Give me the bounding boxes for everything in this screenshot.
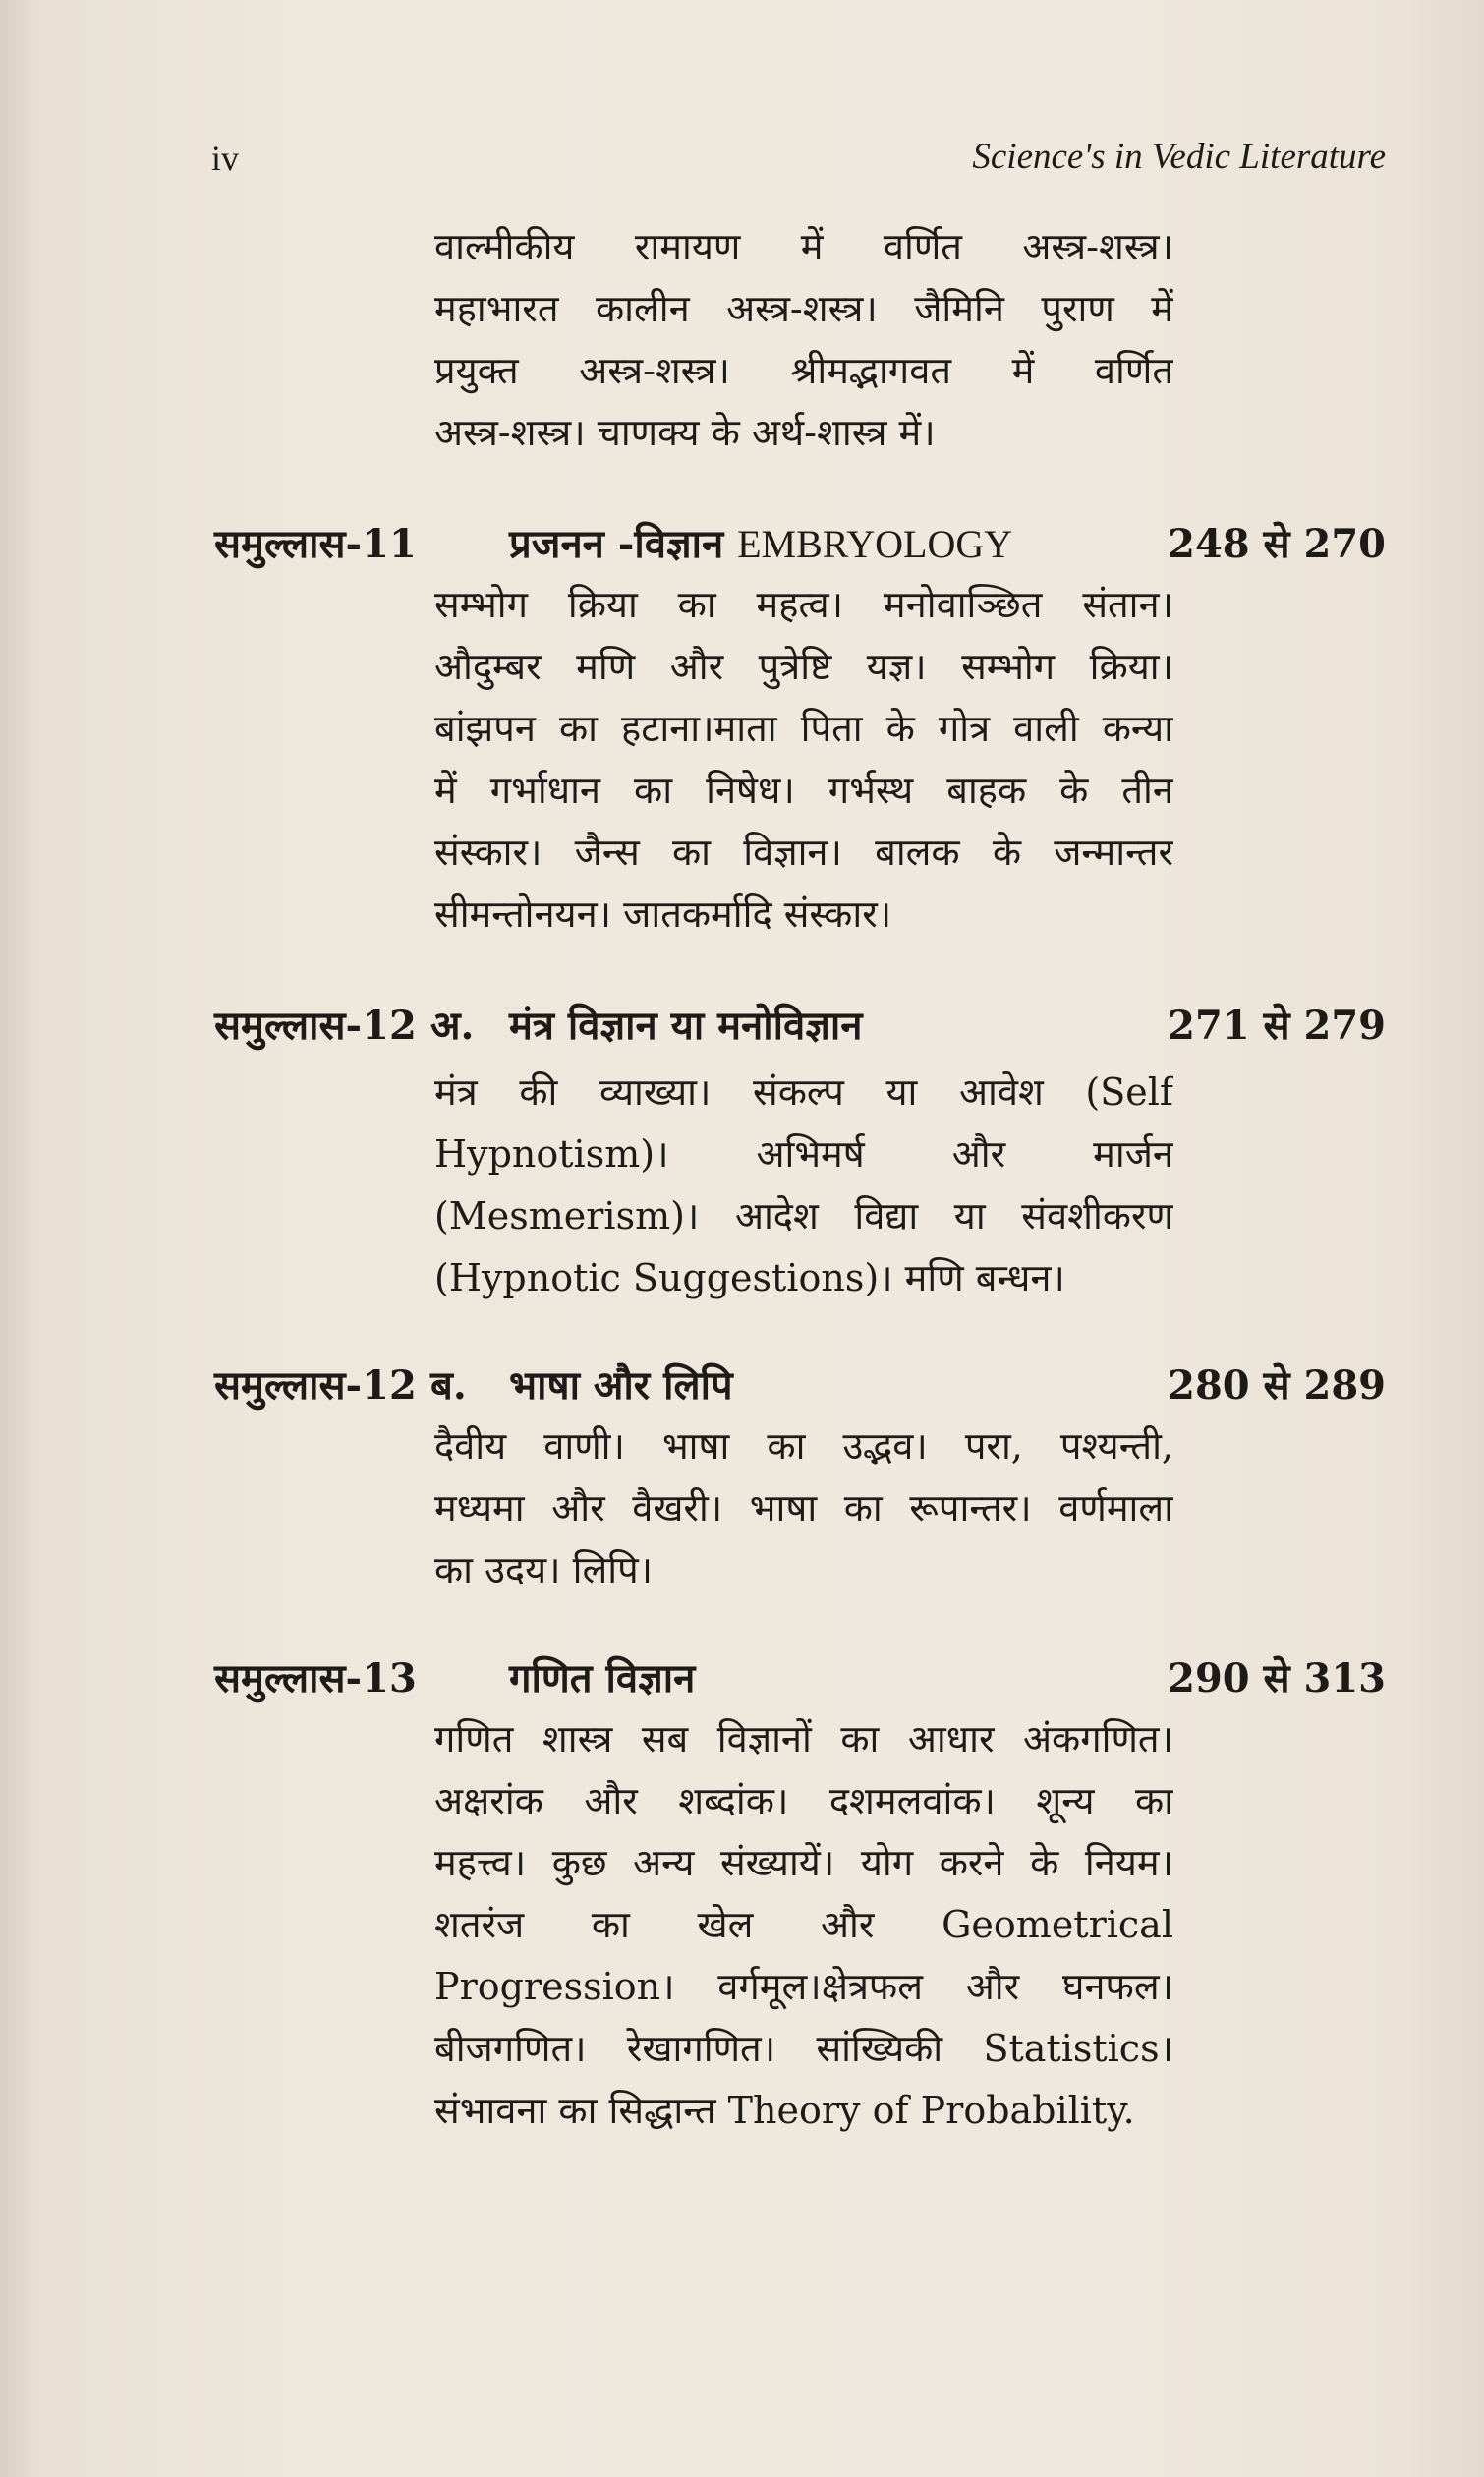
text-line: दैवीय वाणी। भाषा का उद्भव। परा, पश्यन्ती, [434,1424,1173,1468]
text-line: अस्त्र-शस्त्र। चाणक्य के अर्थ-शास्त्र में। [434,411,936,454]
text-line: बांझपन का हटाना।माता पिता के गोत्र वाली कन्या [434,707,1173,750]
section-label: समुल्लास-12 [214,1362,417,1409]
section-body [434,1708,1173,2142]
text-line: गणित शास्त्र सब विज्ञानों का आधार अंकगणित। [434,1717,1173,1760]
section-body [434,1062,1173,1309]
text-line: Hypnotism)। अभिमर्ष और मार्जन [434,1132,1173,1176]
text-line: संभावना का सिद्धान्त Theory of Probability. [434,2089,1135,2132]
section-heading [214,1356,1386,1415]
section-sub-label: ब. [430,1362,467,1409]
text-line: संस्कार। जैन्स का विज्ञान। बालक के जन्मान्तर [434,831,1173,874]
text-line: वाल्मीकीय रामायण में वर्णित अस्त्र-शस्त्र। [434,225,1173,268]
section-heading [214,1649,1386,1708]
text-line: Progression। वर्गमूल।क्षेत्रफल और घनफल। [434,1965,1173,2008]
section-title-english: EMBRYOLOGY [737,522,1013,566]
text-line: मंत्र की व्याख्या। संकल्प या आवेश (Self [434,1070,1173,1114]
section-title: भाषा और लिपि [509,1362,733,1409]
text-line: (Hypnotic Suggestions)। मणि बन्धन। [434,1256,1065,1299]
section-heading [214,997,1386,1056]
text-line: का उदय। लिपि। [434,1548,654,1591]
section-sub-label: अ. [430,1003,475,1049]
page-range: 290 से 313 [1168,1655,1386,1701]
text-line: शतरंज का खेल और Geometrical [434,1903,1173,1946]
page-range: 280 से 289 [1168,1362,1386,1409]
section-body [434,574,1173,946]
section-label: समुल्लास-12 [214,1003,417,1049]
page-range: 271 से 279 [1168,1003,1386,1049]
section-title: गणित विज्ञान [509,1655,696,1701]
text-line: प्रयुक्त अस्त्र-शस्त्र। श्रीमद्भागवत में वर्णित [434,349,1173,392]
page-range: 248 से 270 [1168,521,1386,567]
section-heading [214,515,1386,574]
text-line: अक्षरांक और शब्दांक। दशमलवांक। शून्य का [434,1779,1173,1822]
intro-paragraph [434,216,1173,464]
text-line: औदुम्बर मणि और पुत्रेष्टि यज्ञ। सम्भोग क्रिया। [434,645,1173,688]
text-line: (Mesmerism)। आदेश विद्या या संवशीकरण [434,1194,1173,1238]
running-title: Science's in Vedic Literature [972,137,1386,177]
section-title [509,515,1012,574]
text-line: महाभारत कालीन अस्त्र-शस्त्र। जैमिनि पुराण में [434,287,1173,330]
text-line: सीमन्तोनयन। जातकर्मादि संस्कार। [434,893,892,936]
text-line: मध्यमा और वैखरी। भाषा का रूपान्तर। वर्णमाला [434,1486,1173,1529]
section-title-hindi: प्रजनन -विज्ञान [509,521,724,567]
page-number: iv [211,139,240,178]
text-line: सम्भोग क्रिया का महत्व। मनोवाञ्छित संतान। [434,583,1173,626]
text-line: बीजगणित। रेखागणित। सांख्यिकी Statistics। [434,2027,1173,2070]
section-label: समुल्लास-11 [214,521,417,567]
section-body [434,1415,1173,1601]
text-line: में गर्भाधान का निषेध। गर्भस्थ बाहक के तीन [434,769,1173,812]
section-title: मंत्र विज्ञान या मनोविज्ञान [509,1003,863,1049]
section-label: समुल्लास-13 [214,1655,417,1701]
text-line: महत्त्व। कुछ अन्य संख्यायें। योग करने के नियम। [434,1841,1173,1884]
